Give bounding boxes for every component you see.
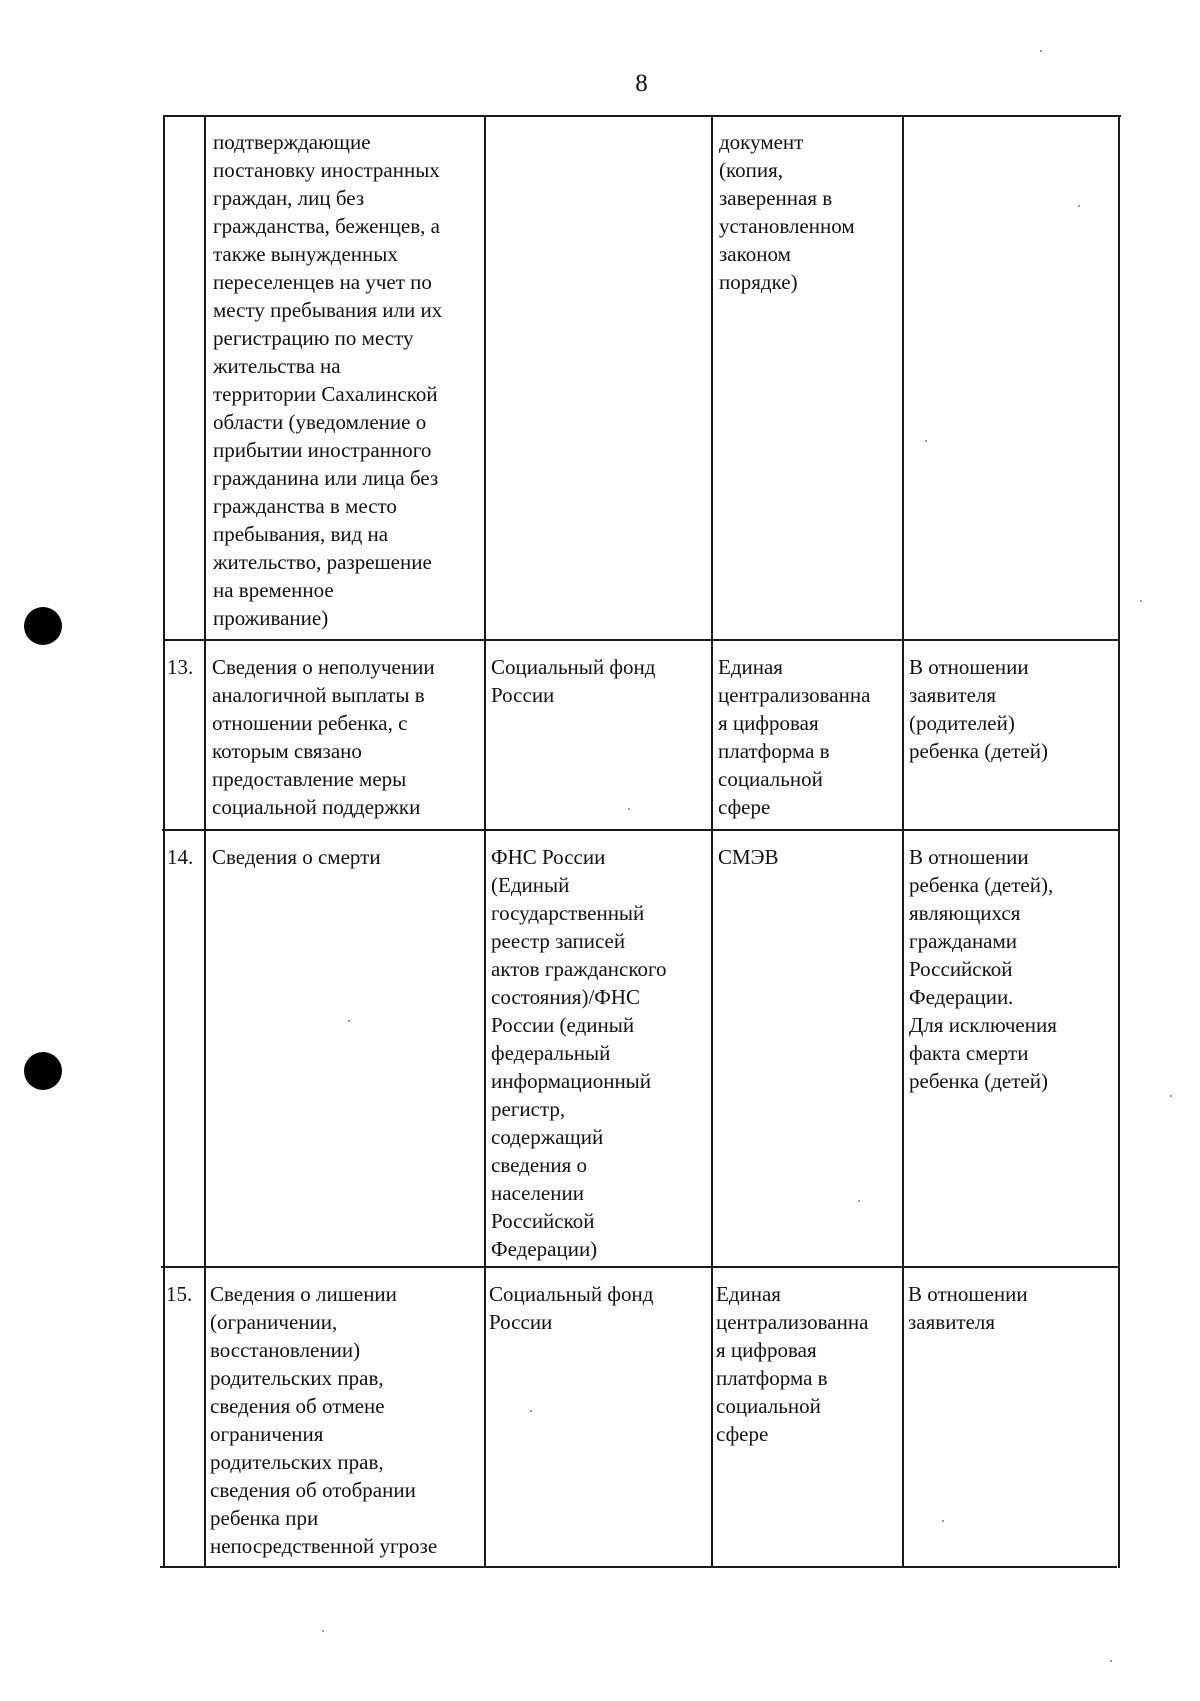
page-number: 8 <box>635 70 648 97</box>
table-rule <box>902 115 904 1568</box>
table-rule <box>162 829 1119 831</box>
scan-speck <box>348 1020 350 1022</box>
source-cell: Социальный фонд России <box>491 655 656 707</box>
info-cell: Сведения о неполучении аналогичной выплаты в отношении ребенка, с которым связано предоставление меры социальной поддержки <box>212 655 435 819</box>
source-cell <box>491 128 709 634</box>
table-rule <box>160 1566 1117 1568</box>
table-rule <box>484 115 486 1568</box>
subject-cell <box>909 128 1117 634</box>
channel-cell: документ (копия, заверенная в установленном законом порядке) <box>719 130 855 294</box>
table-rule <box>164 115 1121 117</box>
scan-speck <box>1140 600 1142 602</box>
scan-speck <box>628 808 630 810</box>
channel-cell: Единая централизованна я цифровая платформа в социальной сфере <box>716 1282 869 1446</box>
channel-cell: СМЭВ <box>718 845 779 869</box>
scan-speck <box>322 1630 324 1632</box>
table-rule <box>161 1266 1119 1268</box>
source-cell: ФНС России (Единый государственный реестр записей актов гражданского состояния)/ФНС России (единый федеральный информационный регистр, содержащий сведения о населении Российской Федерации) <box>491 845 667 1261</box>
scan-speck <box>925 440 927 442</box>
punch-hole-bottom <box>24 1052 62 1090</box>
subject-cell: В отношении заявителя <box>908 1282 1028 1334</box>
scan-speck <box>858 1200 860 1202</box>
info-cell: Сведения о смерти <box>212 845 381 869</box>
row-number <box>166 128 204 634</box>
row-number: 14. <box>167 845 194 869</box>
subject-cell: В отношении заявителя (родителей) ребенка (детей) <box>909 655 1048 763</box>
scan-speck <box>1110 1660 1112 1662</box>
scan-speck <box>1040 50 1042 52</box>
info-cell: подтверждающие постановку иностранных граждан, лиц без гражданства, беженцев, а также вынужденных переселенцев на учет по месту пребывания или их регистрацию по месту жительства на территории Сахалинской области (уведомление о прибытии иностранного гражданина или лица без гражданства в место пребывания, вид на жительство, разрешение на временное проживание) <box>213 130 443 630</box>
row-number: 13. <box>167 655 194 679</box>
table-rule <box>711 115 713 1568</box>
info-cell: Сведения о лишении (ограничении, восстановлении) родительских прав, сведения об отмене ограничения родительских прав, сведения об отобрании ребенка при непосредственной угрозе <box>210 1282 438 1558</box>
scan-speck <box>530 1410 532 1412</box>
punch-hole-top <box>24 607 62 645</box>
source-cell: Социальный фонд России <box>489 1282 654 1334</box>
row-number: 15. <box>166 1282 193 1306</box>
channel-cell: Единая централизованна я цифровая платформа в социальной сфере <box>718 655 871 819</box>
subject-cell: В отношении ребенка (детей), являющихся гражданами Российской Федерации. Для исключения факта смерти ребенка (детей) <box>909 845 1057 1093</box>
scan-speck <box>942 1520 944 1522</box>
table-rule <box>163 115 165 1568</box>
table-rule <box>204 115 206 1568</box>
scan-speck <box>1170 1095 1172 1097</box>
table-rule <box>163 639 1120 641</box>
table-rule <box>1118 115 1120 1568</box>
scan-speck <box>1078 205 1080 207</box>
